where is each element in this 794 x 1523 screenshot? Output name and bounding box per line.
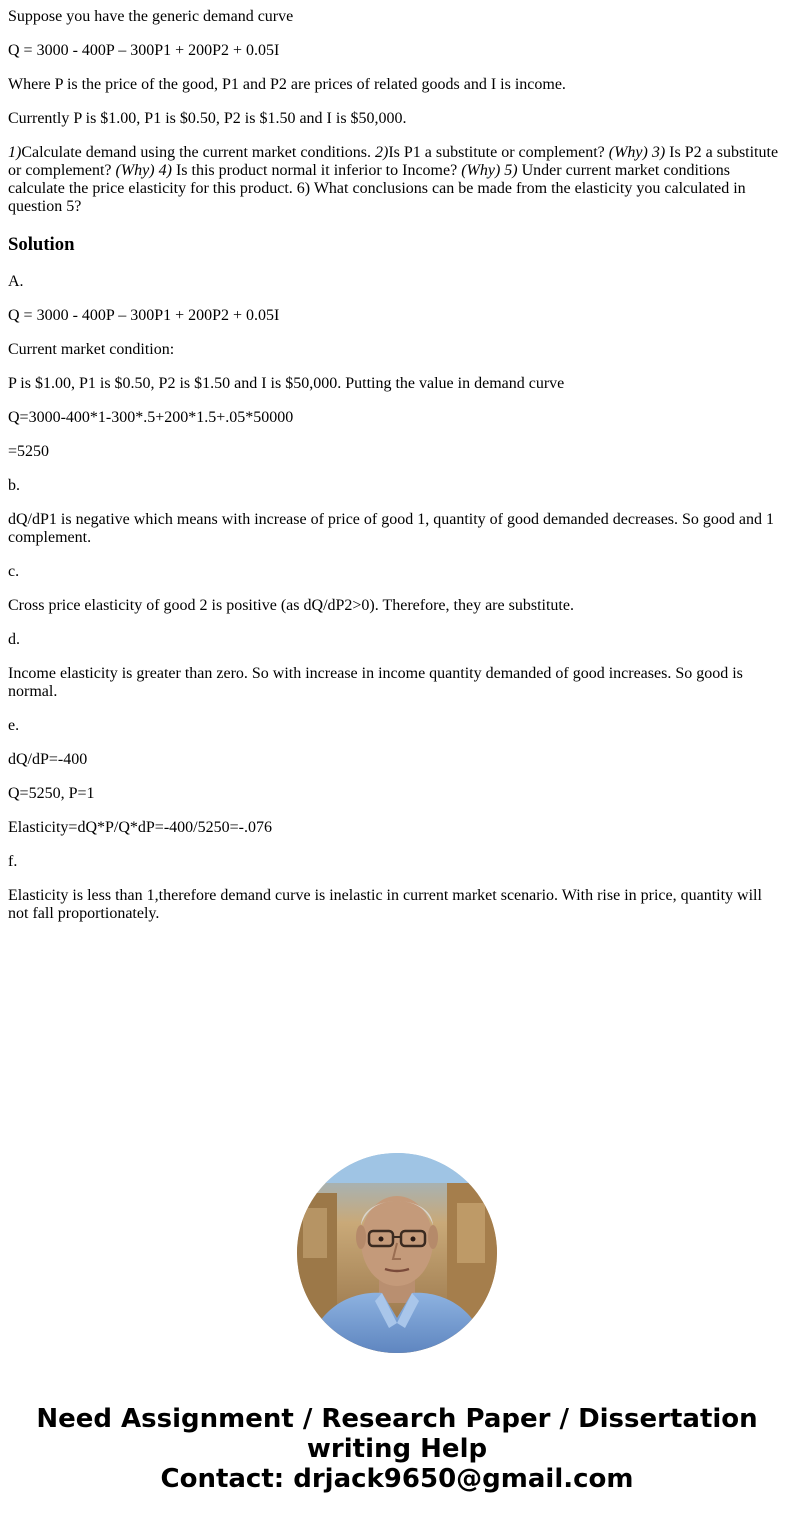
solution-e-derivative: dQ/dP=-400 <box>8 751 88 768</box>
solution-a-result: =5250 <box>8 443 50 460</box>
q2-text: Is P1 a substitute or complement? <box>388 144 609 161</box>
q2-number: 2) <box>375 144 389 161</box>
q3-why: (Why) 4) <box>115 162 172 179</box>
solution-f-text: Elasticity is less than 1,therefore demand curve is inelastic in current market scenario. With rise in price, quantity will not fall proportionately. <box>8 887 762 922</box>
solution-e-elasticity: Elasticity=dQ*P/Q*dP=-400/5250=-.076 <box>8 819 272 836</box>
question-current: Currently P is $1.00, P1 is $0.50, P2 is $1.50 and I is $50,000. <box>8 110 407 127</box>
q4-text: Is this product normal it inferior to Income? <box>171 162 462 179</box>
promo-footer <box>0 1404 794 1494</box>
question-equation: Q = 3000 - 400P – 300P1 + 200P2 + 0.05I <box>8 42 280 59</box>
question-intro: Suppose you have the generic demand curve <box>8 8 294 25</box>
solution-f-label: f. <box>8 853 18 870</box>
q1-text: Calculate demand using the current market conditions. <box>21 144 375 161</box>
solution-e-label: e. <box>8 717 20 734</box>
solution-b-label: b. <box>8 477 20 494</box>
solution-a-calc: Q=3000-400*1-300*.5+200*1.5+.05*50000 <box>8 409 294 426</box>
question-list <box>8 144 784 216</box>
footer-line-1: Need Assignment / Research Paper / Dissertation <box>36 1404 758 1434</box>
footer-line-2: writing Help <box>306 1434 488 1464</box>
solution-heading: Solution <box>8 234 75 255</box>
document-body <box>8 8 784 939</box>
solution-c-label: c. <box>8 563 20 580</box>
solution-a-label: A. <box>8 273 24 290</box>
q2-why: (Why) 3) <box>608 144 666 161</box>
author-portrait-image <box>297 1153 497 1353</box>
q4-why: (Why) 5) <box>461 162 518 179</box>
solution-d-label: d. <box>8 631 20 648</box>
solution-a-condition-label: Current market condition: <box>8 341 175 358</box>
solution-c-text: Cross price elasticity of good 2 is positive (as dQ/dP2>0). Therefore, they are substitute. <box>8 597 574 614</box>
footer-contact: Contact: drjack9650@gmail.com <box>160 1464 634 1494</box>
question-where: Where P is the price of the good, P1 and P2 are prices of related goods and I is income. <box>8 76 566 93</box>
solution-b-text: dQ/dP1 is negative which means with increase of price of good 1, quantity of good demanded decreases. So good and 1 complement. <box>8 511 775 546</box>
solution-a-condition: P is $1.00, P1 is $0.50, P2 is $1.50 and I is $50,000. Putting the value in demand curve <box>8 375 565 392</box>
solution-e-values: Q=5250, P=1 <box>8 785 95 802</box>
solution-a-equation: Q = 3000 - 400P – 300P1 + 200P2 + 0.05I <box>8 307 280 324</box>
q5-text: Under current market conditions calculate the price elasticity for this product. 6) What conclusions can be made from the elasticity you calculated in question 5? <box>8 162 746 215</box>
author-avatar <box>297 1153 497 1353</box>
solution-d-text: Income elasticity is greater than zero. So with increase in income quantity demanded of good increases. So good is normal. <box>8 665 743 700</box>
q1-number: 1) <box>8 144 22 161</box>
q3-text: Is P2 a substitute or complement? <box>8 144 779 179</box>
